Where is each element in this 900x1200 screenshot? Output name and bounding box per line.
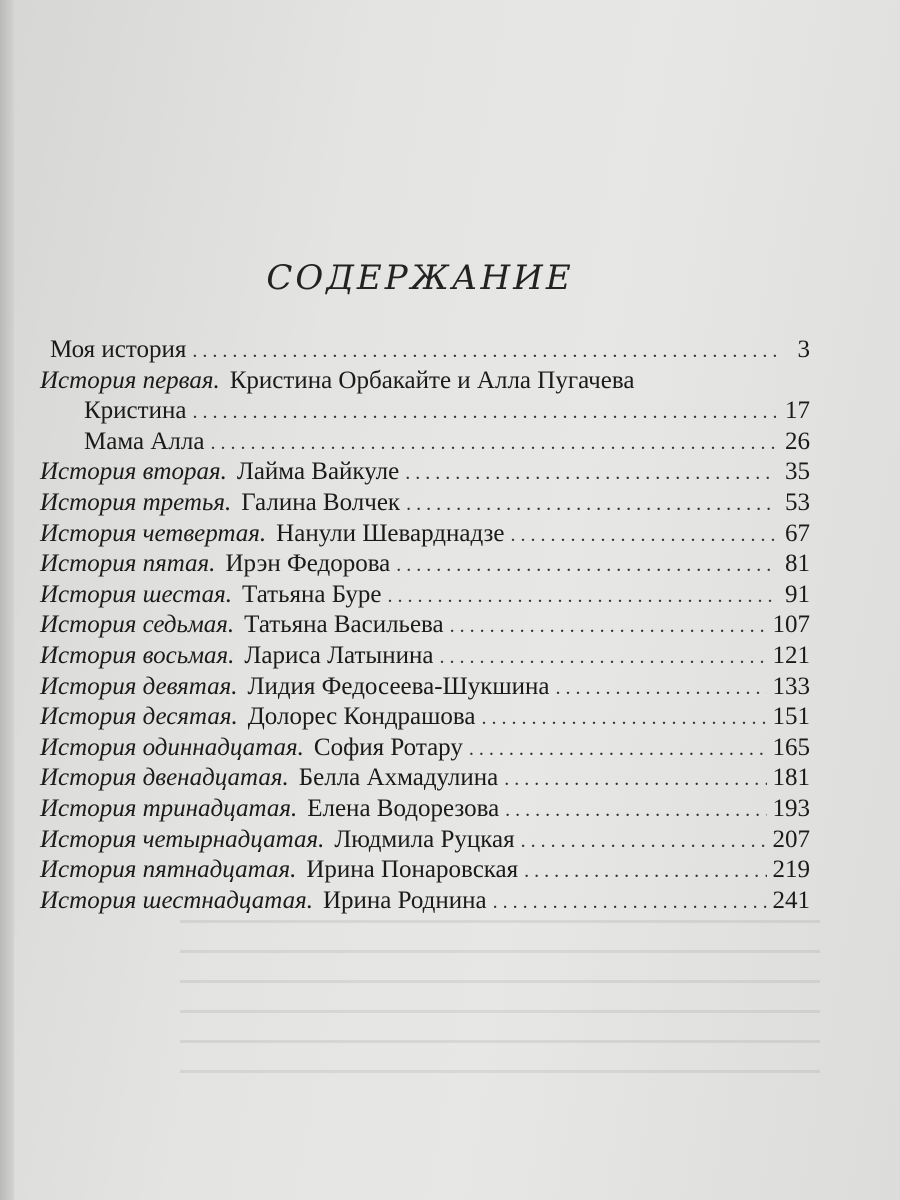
leader-dots bbox=[439, 646, 766, 669]
leader-dots bbox=[504, 768, 766, 791]
leader-dots bbox=[192, 340, 776, 363]
entry-name: Кристина bbox=[84, 397, 187, 425]
toc-entry bbox=[40, 795, 810, 826]
entry-name: Лариса Латынина bbox=[244, 641, 434, 669]
entry-page: 107 bbox=[772, 611, 810, 639]
entry-page: 17 bbox=[785, 397, 810, 425]
toc-entry bbox=[40, 642, 810, 673]
toc-entry bbox=[40, 550, 810, 581]
leader-dots bbox=[469, 738, 767, 761]
entry-page: 151 bbox=[772, 703, 810, 731]
entry-name: Лайма Вайкуле bbox=[236, 458, 400, 486]
entry-lead: История четвертая. bbox=[40, 519, 267, 547]
toc-entry bbox=[40, 764, 810, 795]
entry-lead: История четырнадцатая. bbox=[40, 825, 325, 853]
leader-dots bbox=[192, 401, 776, 424]
entry-page: 219 bbox=[772, 856, 810, 884]
entry-page: 207 bbox=[772, 825, 810, 853]
entry-name: Мама Алла bbox=[84, 427, 205, 455]
entry-lead: История одиннадцатая. bbox=[40, 733, 304, 761]
leader-dots bbox=[521, 830, 767, 853]
toc-entry bbox=[40, 520, 810, 551]
entry-lead: История третья. bbox=[40, 488, 232, 516]
entry-lead: История пятая. bbox=[40, 550, 216, 578]
entry-name: Ирэн Федорова bbox=[225, 550, 391, 578]
entry-name: Белла Ахмадулина bbox=[298, 764, 499, 792]
page-title: СОДЕРЖАНИЕ bbox=[266, 258, 574, 298]
toc-entry bbox=[40, 489, 810, 520]
entry-lead: История двенадцатая. bbox=[40, 764, 289, 792]
leader-dots bbox=[450, 615, 767, 638]
entry-name: София Ротару bbox=[313, 733, 463, 761]
toc-entry bbox=[40, 611, 810, 642]
entry-name: Лидия Федосеева-Шукшина bbox=[247, 672, 550, 700]
leader-dots bbox=[524, 860, 766, 883]
leader-dots bbox=[505, 799, 766, 822]
entry-lead: История шестая. bbox=[40, 580, 233, 608]
toc-entry bbox=[40, 856, 810, 887]
entry-name: Кристина Орбакайте и Алла Пугачева bbox=[229, 366, 635, 394]
entry-page: 26 bbox=[785, 427, 810, 455]
entry-lead: История вторая. bbox=[40, 458, 227, 486]
toc-entry bbox=[40, 458, 810, 489]
entry-name: Людмила Руцкая bbox=[334, 825, 515, 853]
toc-entry bbox=[40, 367, 810, 398]
entry-name: Ирина Роднина bbox=[322, 886, 487, 914]
entry-page: 165 bbox=[772, 733, 810, 761]
leader-dots bbox=[510, 524, 776, 547]
leader-dots bbox=[396, 554, 776, 577]
entry-lead: История шестнадцатая. bbox=[40, 886, 313, 914]
leader-dots bbox=[556, 677, 767, 700]
entry-name: Нанули Шеварднадзе bbox=[276, 519, 505, 547]
entry-name: Долорес Кондрашова bbox=[247, 703, 476, 731]
entry-page: 133 bbox=[772, 672, 810, 700]
show-through-text bbox=[180, 920, 820, 1100]
toc-entry bbox=[40, 581, 810, 612]
table-of-contents bbox=[40, 336, 810, 917]
page-edge-shadow bbox=[0, 0, 14, 1200]
entry-page: 81 bbox=[785, 550, 810, 578]
entry-page: 241 bbox=[772, 886, 810, 914]
entry-name: Татьяна Буре bbox=[242, 580, 382, 608]
entry-lead: История первая. bbox=[40, 366, 220, 394]
entry-name: Татьяна Васильева bbox=[244, 611, 444, 639]
entry-page: 67 bbox=[785, 519, 810, 547]
entry-page: 3 bbox=[797, 336, 810, 363]
entry-lead: История седьмая. bbox=[40, 611, 235, 639]
entry-page: 35 bbox=[785, 458, 810, 486]
entry-page: 53 bbox=[785, 488, 810, 516]
toc-subentry bbox=[40, 428, 810, 459]
leader-dots bbox=[210, 432, 776, 455]
toc-subentry bbox=[40, 397, 810, 428]
entry-lead: История девятая. bbox=[40, 672, 238, 700]
entry-name: Ирина Понаровская bbox=[306, 856, 519, 884]
entry-name: Галина Волчек bbox=[241, 488, 401, 516]
toc-entry bbox=[40, 703, 810, 734]
entry-name: Елена Водорезова bbox=[307, 794, 500, 822]
entry-lead: История пятнадцатая. bbox=[40, 856, 297, 884]
entry-lead: История тринадцатая. bbox=[40, 794, 298, 822]
leader-dots bbox=[388, 585, 776, 608]
leader-dots bbox=[405, 462, 776, 485]
entry-lead: История восьмая. bbox=[40, 641, 235, 669]
toc-entry bbox=[40, 336, 810, 367]
entry-page: 91 bbox=[785, 580, 810, 608]
leader-dots bbox=[493, 891, 767, 914]
toc-entry bbox=[40, 734, 810, 765]
toc-entry bbox=[40, 673, 810, 704]
entry-lead: История десятая. bbox=[40, 703, 238, 731]
toc-entry bbox=[40, 887, 810, 918]
entry-name: Моя история bbox=[50, 336, 187, 363]
entry-page: 181 bbox=[772, 764, 810, 792]
toc-entry bbox=[40, 826, 810, 857]
leader-dots bbox=[406, 493, 776, 516]
entry-page: 193 bbox=[772, 794, 810, 822]
leader-dots bbox=[481, 707, 766, 730]
entry-page: 121 bbox=[772, 641, 810, 669]
